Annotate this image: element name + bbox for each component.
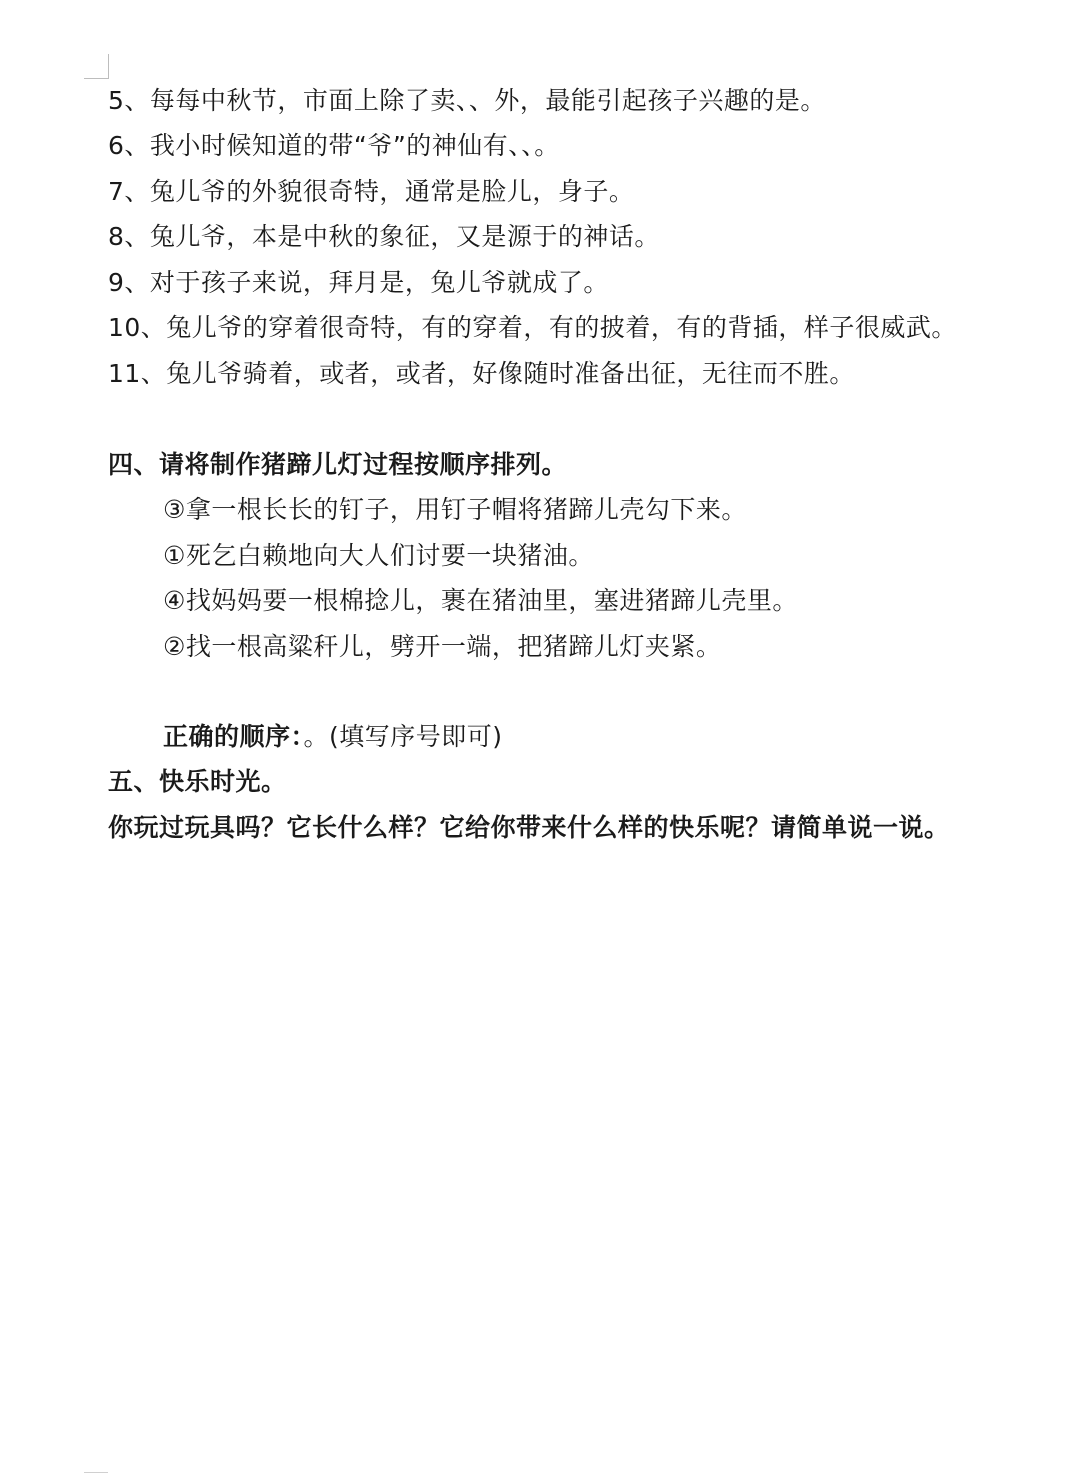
question-7: 7、兔儿爷的外貌很奇特，通常是脸儿，身子。 [108, 177, 635, 206]
question-6: 6、我小时候知道的带“爷”的神仙有、、。 [108, 131, 560, 160]
step-item: ①死乞白赖地向大人们讨要一块猪油。 [163, 541, 594, 570]
step-item: ④找妈妈要一根棉捻儿，裹在猪油里，塞进猪蹄儿壳里。 [163, 586, 798, 615]
question-10: 10、兔儿爷的穿着很奇特，有的穿着，有的披着，有的背插，样子很威武。 [108, 313, 957, 342]
answer-line [163, 720, 503, 754]
page-corner-mark [84, 54, 109, 79]
step-item: ②找一根高粱秆儿，劈开一端，把猪蹄儿灯夹紧。 [163, 632, 722, 661]
section-5-prompt: 你玩过玩具吗？它长什么样？它给你带来什么样的快乐呢？请简单说一说。 [108, 813, 950, 842]
answer-hint: 。(填写序号即可) [303, 722, 503, 751]
question-5: 5、每每中秋节，市面上除了卖、、外，最能引起孩子兴趣的是。 [108, 86, 826, 115]
question-11: 11、兔儿爷骑着，或者，或者，好像随时准备出征，无往而不胜。 [108, 359, 855, 388]
step-item: ③拿一根长长的钉子，用钉子帽将猪蹄儿壳勾下来。 [163, 495, 747, 524]
section-5-heading: 五、快乐时光。 [108, 767, 287, 796]
section-4-heading: 四、请将制作猪蹄儿灯过程按顺序排列。 [108, 450, 568, 479]
answer-label: 正确的顺序： [163, 722, 304, 751]
question-8: 8、兔儿爷，本是中秋的象征，又是源于的神话。 [108, 222, 660, 251]
question-9: 9、对于孩子来说，拜月是，兔儿爷就成了。 [108, 268, 609, 297]
